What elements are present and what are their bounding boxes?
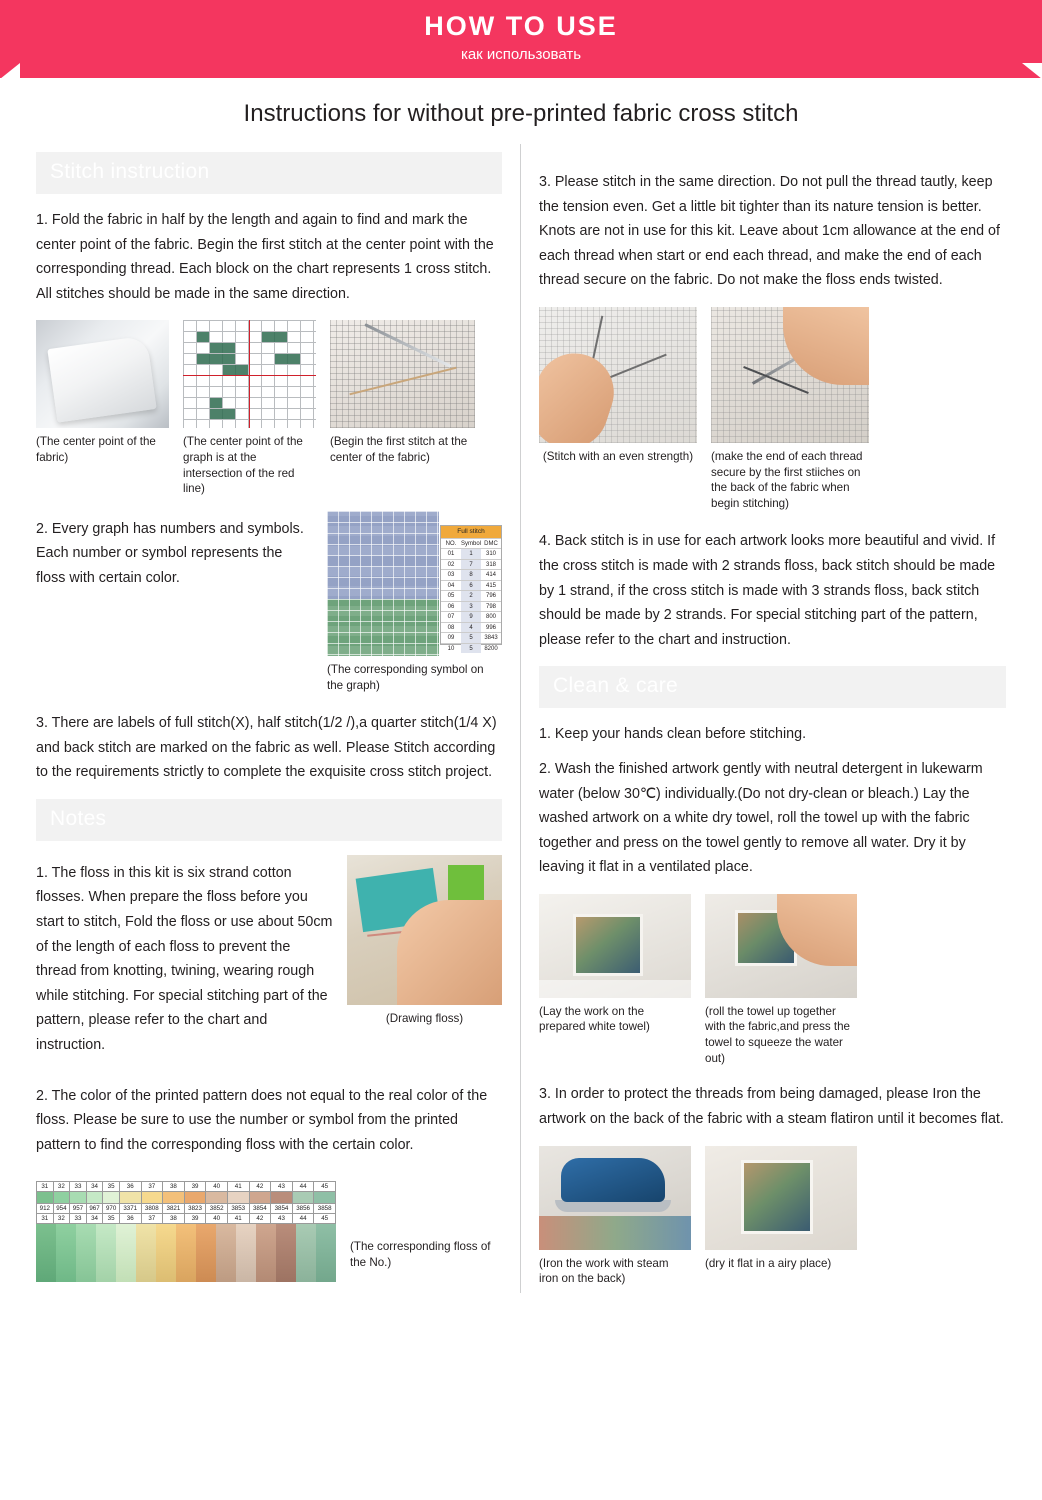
clean-care-item-1: 1. Keep your hands clean before stitching. [539,726,807,743]
grid-block [210,398,222,408]
legend-col-header [441,538,501,549]
photo-chart-grid [183,320,316,428]
legend-row [441,601,501,612]
hand-icon [397,900,502,1005]
palette-dmc: 3856 [292,1204,314,1214]
legend-row [441,622,501,633]
palette-row-swatches [37,1192,336,1204]
hand-icon [783,307,869,385]
legend-cell-dmc: 796 [485,593,496,600]
palette-no-2: 43 [271,1214,293,1224]
palette-no-2: 36 [119,1214,141,1224]
legend-cell-dmc: 310 [485,551,496,558]
figure-caption-symbol-graph: (The corresponding symbol on the graph) [327,662,484,692]
clean-care-item-3: 3. In order to protect the threads from being damaged, please Iron the artwork on the back of the fabric with a steam flatiron until it becomes flat. [539,1086,1004,1127]
legend-cell-symbol: 2 [461,591,481,601]
palette-no: 35 [103,1182,120,1192]
palette-no: 44 [292,1182,314,1192]
palette-row-numbers-2 [37,1214,336,1224]
legend-cell-dmc: 996 [485,624,496,631]
palette-swatch [227,1192,249,1204]
legend-cell-dmc: 800 [485,614,496,621]
palette-swatch [141,1192,163,1204]
figure-iron-work [539,1146,691,1287]
grid-block [210,343,235,353]
palette-no-2: 31 [37,1214,54,1224]
palette-swatch [163,1192,185,1204]
legend-row [441,580,501,591]
palette-number-table [36,1181,336,1224]
content-columns [0,144,1042,1293]
palette-row-numbers [37,1182,336,1192]
palette-swatch [271,1192,293,1204]
stitch-step-1: 1. Fold the fabric in half by the length and again to find and mark the center point of the fabric. Begin the first stitch at the center point with the corresponding thread. Each block on the chart represents 1 cross stitch. All stitches should be made in the same direction. [36,212,494,302]
palette-swatch [70,1192,87,1204]
notes-item-2: 2. The color of the printed pattern does not equal to the real color of the floss. Please be sure to use the number or symbol from the printed pattern to find the corresponding floss with the certain color. [36,1087,488,1153]
palette-no-2: 41 [227,1214,249,1224]
palette-row-dmc [37,1204,336,1214]
needle-icon [364,323,452,368]
legend-cell-symbol: 6 [461,581,481,591]
thread-bundle [256,1224,276,1282]
clean-care-item-2: 2. Wash the finished artwork gently with neutral detergent in lukewarm water (below 30℃) individually.(Do not dry-clean or bleach.) Lay the washed artwork on a white dry towel, roll the towel up with the fabric together and press on the towel gently to remove all water. Dry it by leaving it flat in a ventilated place. [539,760,983,876]
figure-caption-secure-thread-end: (make the end of each thread secure by the first stiiches on the back of the fabric when begin stitching) [711,449,863,510]
floss-palette [36,1181,336,1282]
legend-cell-symbol: 7 [461,560,481,570]
palette-dmc: 3858 [314,1204,336,1214]
section-heading-notes: Notes [36,799,502,841]
legend-header: Full stitch [441,526,501,538]
fabric-icon [539,1216,691,1250]
clean-care-figure-row-1 [539,894,1006,1067]
palette-swatch [249,1192,271,1204]
thread-bundle [216,1224,236,1282]
palette-no-2: 40 [206,1214,228,1224]
palette-no-2: 34 [86,1214,103,1224]
palette-swatch [119,1192,141,1204]
legend-cell-dmc: 415 [485,582,496,589]
palette-no-2: 32 [53,1214,70,1224]
legend-col-dmc: DMC [484,540,498,547]
grid-block [275,354,300,364]
palette-no: 42 [249,1182,271,1192]
photo-dry-flat [705,1146,857,1250]
legend-row [441,559,501,570]
thread-bundle [96,1224,116,1282]
page-banner [0,0,1042,78]
legend-cell-dmc: 3843 [484,635,498,642]
palette-no: 31 [37,1182,54,1192]
stitch-step-3: 3. There are labels of full stitch(X), half stitch(1/2 /),a quarter stitch(1/4 X) and back stitch are marked on the fabric as well. Please Stitch according to the requirements strictly to complete the exquisite cross stitch project. [36,715,497,781]
legend-cell-no: 02 [447,561,455,568]
palette-swatch [206,1192,228,1204]
figure-begin-first-stitch [330,320,475,497]
palette-no-2: 44 [292,1214,314,1224]
figure-caption-2: (The center point of the graph is at the intersection of the red line) [183,435,303,496]
palette-swatch [184,1192,206,1204]
legend-row [441,632,501,643]
palette-swatch [86,1192,103,1204]
palette-no-2: 42 [249,1214,271,1224]
figure-caption-iron-work: (Iron the work with steam iron on the back) [539,1256,669,1286]
thread-icon [349,367,456,396]
stitched-artwork-icon [741,1160,813,1234]
stitch-step-3-right: 3. Please stitch in the same direction. Do not pull the thread tautly, keep the tension even. Get a little bit tighter than its nature tension is better. Knots are not in use for this kit. Leave about 1cm allowance at the end of each thread when start or end each thread, and make the end of each thread secure on the fabric. Do not make the floss ends twisted. [539,174,1000,289]
figure-caption-palette: (The corresponding floss of the No.) [350,1240,491,1269]
chart-gridlines-icon [327,511,439,656]
notes-item-1: 1. The floss in this kit is six strand cotton flosses. When prepare the floss before you start to stitch, Fold the floss or use about 50cm of the length of each floss to prevent the thread from knotting, twining, wearing rough while stitching. For special stitching part of the pattern, please refer to the chart and instruction. [36,864,333,1053]
photo-needle-on-aida [330,320,475,428]
palette-dmc: 3853 [227,1204,249,1214]
stitch-step-2-row [36,511,502,693]
figure-caption-1: (The center point of the fabric) [36,435,156,464]
photo-folded-fabric [36,320,169,428]
stitch-figure-row-1 [36,320,502,497]
thread-bundle [76,1224,96,1282]
green-clip-icon [448,865,484,905]
palette-dmc: 3821 [163,1204,185,1214]
thread-bundle [56,1224,76,1282]
legend-row [441,548,501,559]
legend-cell-symbol: 9 [461,612,481,622]
legend-cell-dmc: 798 [485,603,496,610]
figure-even-strength [539,307,697,512]
palette-no: 41 [227,1182,249,1192]
palette-no: 39 [184,1182,206,1192]
legend-cell-no: 03 [447,572,455,579]
figure-caption-3: (Begin the first stitch at the center of the fabric) [330,435,468,464]
stitch-step-2: 2. Every graph has numbers and symbols. Each number or symbol represents the floss with certain color. [36,520,304,587]
red-vertical-line-icon [249,320,250,428]
page-title: Instructions for without pre-printed fabric cross stitch [243,100,799,127]
palette-no: 34 [86,1182,103,1192]
palette-no-2: 39 [184,1214,206,1224]
photo-thread-tension [539,307,697,443]
notes-row-1 [36,855,502,1068]
palette-no: 36 [119,1182,141,1192]
banner-notch-left-icon [0,63,20,78]
banner-notch-right-icon [1022,63,1042,78]
palette-no: 45 [314,1182,336,1192]
legend-cell-dmc: 318 [485,561,496,568]
stitched-artwork-icon [573,914,643,976]
palette-dmc: 3371 [119,1204,141,1214]
palette-dmc: 967 [86,1204,103,1214]
section-heading-stitch-instruction: Stitch instruction [36,152,502,194]
legend-cell-no: 01 [447,551,455,558]
palette-no: 43 [271,1182,293,1192]
grid-block [197,332,209,342]
palette-dmc: 954 [53,1204,70,1214]
left-column [18,144,521,1293]
palette-no-2: 45 [314,1214,336,1224]
legend-cell-symbol: 5 [461,644,481,654]
palette-swatch [53,1192,70,1204]
figure-caption-even-strength: (Stitch with an even strength) [542,449,694,463]
banner-title: HOW TO USE [424,11,618,41]
legend-cell-no: 10 [447,645,455,652]
legend-cell-dmc: 414 [485,572,496,579]
palette-swatch [292,1192,314,1204]
legend-cell-symbol: 1 [461,549,481,559]
legend-row [441,569,501,580]
legend-cell-symbol: 8 [461,570,481,580]
thread-bundle [316,1224,336,1282]
palette-dmc: 3854 [271,1204,293,1214]
thread-bundle [136,1224,156,1282]
figure-caption-lay-on-towel: (Lay the work on the prepared white towel) [539,1004,650,1034]
legend-cell-symbol: 3 [461,602,481,612]
stitch-step-4: 4. Back stitch is in use for each artwork looks more beautiful and vivid. If the cross stitch is made with 2 strands floss, back stitch should be made by 1 strand, if the cross stitch is made with 3 strands floss, back stitch should be made by 2 strands. For special stitching part of the pattern, please refer to the chart and instruction. [539,533,996,648]
photo-roll-towel [705,894,857,998]
palette-dmc: 912 [37,1204,54,1214]
clean-care-figure-row-2 [539,1146,1006,1287]
banner-subtitle: как использовать [460,46,582,63]
legend-cell-no: 09 [447,635,455,642]
figure-caption-roll-towel: (roll the towel up together with the fabric,and press the towel to squeeze the water out) [705,1004,851,1065]
thread-bundle [296,1224,316,1282]
legend-cell-no: 07 [447,614,455,621]
legend-cell-symbol: 4 [461,623,481,633]
palette-no: 33 [70,1182,87,1192]
photo-work-on-towel [539,894,691,998]
legend-col-no: NO. [445,540,457,547]
legend-table [440,525,502,652]
palette-dmc: 3852 [206,1204,228,1214]
iron-body-icon [561,1158,665,1202]
photo-drawing-floss [347,855,502,1005]
legend-cell-symbol: 5 [461,633,481,643]
legend-cell-no: 06 [447,603,455,610]
figure-dry-flat [705,1146,857,1287]
figure-lay-on-towel [539,894,691,1067]
palette-swatch [103,1192,120,1204]
grid-block [210,409,235,419]
figure-center-point-fabric [36,320,169,497]
palette-dmc: 970 [103,1204,120,1214]
legend-row [441,590,501,601]
thread-bundle [196,1224,216,1282]
palette-no-2: 35 [103,1214,120,1224]
palette-dmc: 957 [70,1204,87,1214]
palette-dmc: 3854 [249,1204,271,1214]
palette-swatch [37,1192,54,1204]
figure-center-point-graph [183,320,316,497]
figure-symbol-on-graph [327,511,502,693]
legend-cell-dmc: 8200 [484,645,498,652]
grid-block [197,354,235,364]
towel-fold-icon [539,980,691,998]
thread-bundle [116,1224,136,1282]
palette-swatch [314,1192,336,1204]
palette-no: 38 [163,1182,185,1192]
photo-steam-iron [539,1146,691,1250]
red-horizontal-line-icon [183,375,316,376]
legend-col-symbol: Symbol [461,540,481,547]
palette-no-2: 37 [141,1214,163,1224]
figure-roll-towel [705,894,857,1067]
section-heading-clean-care: Clean & care [539,666,1006,708]
palette-no: 37 [141,1182,163,1192]
palette-no: 40 [206,1182,228,1192]
grid-block [262,332,287,342]
palette-thread-bundles [36,1224,336,1282]
photo-secure-thread-end [711,307,869,443]
legend-cell-no: 05 [447,593,455,600]
palette-dmc: 3823 [184,1204,206,1214]
legend-row [441,643,501,654]
grid-block [223,365,248,375]
legend-cell-no: 08 [447,624,455,631]
thread-bundle [36,1224,56,1282]
palette-no-2: 38 [163,1214,185,1224]
palette-row [36,1171,502,1282]
thread-bundle [176,1224,196,1282]
palette-no: 32 [53,1182,70,1192]
figure-caption-dry-flat: (dry it flat in a airy place) [705,1256,832,1270]
thread-bundle [276,1224,296,1282]
photo-symbol-chart [327,511,502,656]
palette-no-2: 33 [70,1214,87,1224]
palette-dmc: 3808 [141,1204,163,1214]
figure-drawing-floss [347,855,502,1027]
right-figure-row-1 [539,307,1006,512]
thread-bundle [236,1224,256,1282]
figure-secure-thread-end [711,307,869,512]
legend-row [441,611,501,622]
hand-icon [539,343,624,443]
thread-bundle [156,1224,176,1282]
legend-cell-no: 04 [447,582,455,589]
right-column [521,144,1024,1293]
figure-caption-drawing-floss: (Drawing floss) [385,1011,464,1025]
